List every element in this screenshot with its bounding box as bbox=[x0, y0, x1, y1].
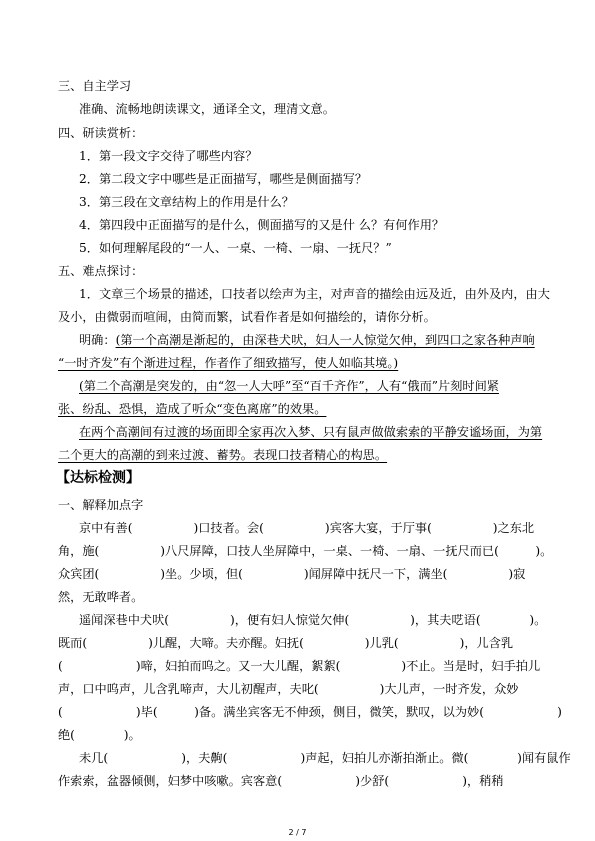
page-number: 2 / 7 bbox=[288, 828, 307, 837]
exercise-line6: 既而( )儿醒，大啼。夫亦醒。妇抚( )儿乳( )，儿含乳 bbox=[58, 636, 514, 650]
test-heading: 【达标检测】 bbox=[56, 470, 140, 486]
exercise-line12: 作索索，盆器倾侧，妇梦中咳嗽。宾客意( )少舒( )，稍稍 bbox=[58, 774, 504, 788]
section3-title: 三、自主学习 bbox=[58, 79, 132, 93]
exercise-line1: 京中有善( )口技者。会( )宾客大宴，于厅事( )之东北 bbox=[79, 521, 535, 535]
exercise-line5: 遥闻深巷中犬吠( )，便有妇人惊觉欠伸( )，其夫呓语( )。 bbox=[79, 613, 547, 627]
answer-line2: “一时齐发”有个渐进过程，作者作了细致描写，使人如临其境。) bbox=[58, 356, 399, 370]
exercise-line2: 角，施( )八尺屏障，口技人坐屏障中，一桌、一椅、一扇、一抚尺而已( )。 bbox=[58, 544, 553, 558]
exercise-line9: ( )毕( )备。满坐宾客无不伸颈，侧目，微笑，默叹，以为妙( ) bbox=[58, 705, 562, 719]
exercise-line7: ( )啼，妇拍而呜之。又一大儿醒，絮絮( )不止。当是时，妇手拍儿 bbox=[58, 659, 541, 673]
exercise-line4: 然，无敢哗者。 bbox=[58, 590, 144, 604]
answer-text: (第一个高潮是渐起的，由深巷犬吠，妇人一人惊觉欠伸，到四口之家各种声响 bbox=[115, 333, 535, 347]
answer-line4: 张、纷乱、恐惧，造成了听众“变色离席”的效果。 bbox=[58, 402, 327, 416]
exercise-line11: 未几( )，夫齁( )声起，妇拍儿亦渐拍渐止。微( )闻有鼠作 bbox=[79, 751, 571, 765]
question-2: 2．第二段文字中哪些是正面描写，哪些是侧面描写？ bbox=[79, 172, 368, 186]
question-3: 3．第三段在文章结构上的作用是什么？ bbox=[79, 195, 294, 209]
question-5: 5．如何理解尾段的“一人、一桌、一椅、一扇、一抚尺？” bbox=[79, 241, 392, 255]
answer-line5: 在两个高潮间有过渡的场面即全家再次入梦、只有鼠声做做索索的平静安谧场面，为第 bbox=[79, 425, 543, 439]
answer-line1 bbox=[79, 332, 569, 348]
answer-line6: 二个更大的高潮的到来过渡、蓄势。表现口技者精心的构思。 bbox=[58, 448, 388, 462]
section3-line: 准确、流畅地朗读课文，通译全文，理清文意。 bbox=[79, 102, 335, 116]
test-subheading: 一、解释加点字 bbox=[58, 498, 144, 512]
question-4: 4．第四段中正面描写的是什么，侧面描写的又是什 么？有何作用？ bbox=[79, 218, 445, 232]
section4-title: 四、研读赏析： bbox=[58, 126, 144, 140]
difficulty-para-line1: 1．文章三个场景的描述，口技者以绘声为主，对声音的描绘由远及近，由外及内，由大 bbox=[79, 287, 550, 301]
section5-title: 五、难点探讨： bbox=[58, 264, 144, 278]
question-1: 1．第一段文字交待了哪些内容？ bbox=[79, 149, 258, 163]
exercise-line3: 众宾团( )坐。少顷，但( )闻屏障中抚尺一下，满坐( )寂 bbox=[58, 567, 526, 581]
exercise-line8: 声，口中呜声，儿含乳啼声，大儿初醒声，夫叱( )大儿声，一时齐发，众妙 bbox=[58, 682, 519, 696]
difficulty-para-line2: 及小，由微弱而喧闹，由简而繁，试看作者是如何描绘的，请你分析。 bbox=[58, 310, 436, 324]
exercise-line10: 绝( )。 bbox=[58, 728, 141, 742]
answer-label: 明确： bbox=[79, 333, 116, 347]
answer-line3: (第二个高潮是突发的，由“忽一人大呼”至“百千齐作”，人有“俄而”片刻时间紧 bbox=[79, 379, 499, 393]
